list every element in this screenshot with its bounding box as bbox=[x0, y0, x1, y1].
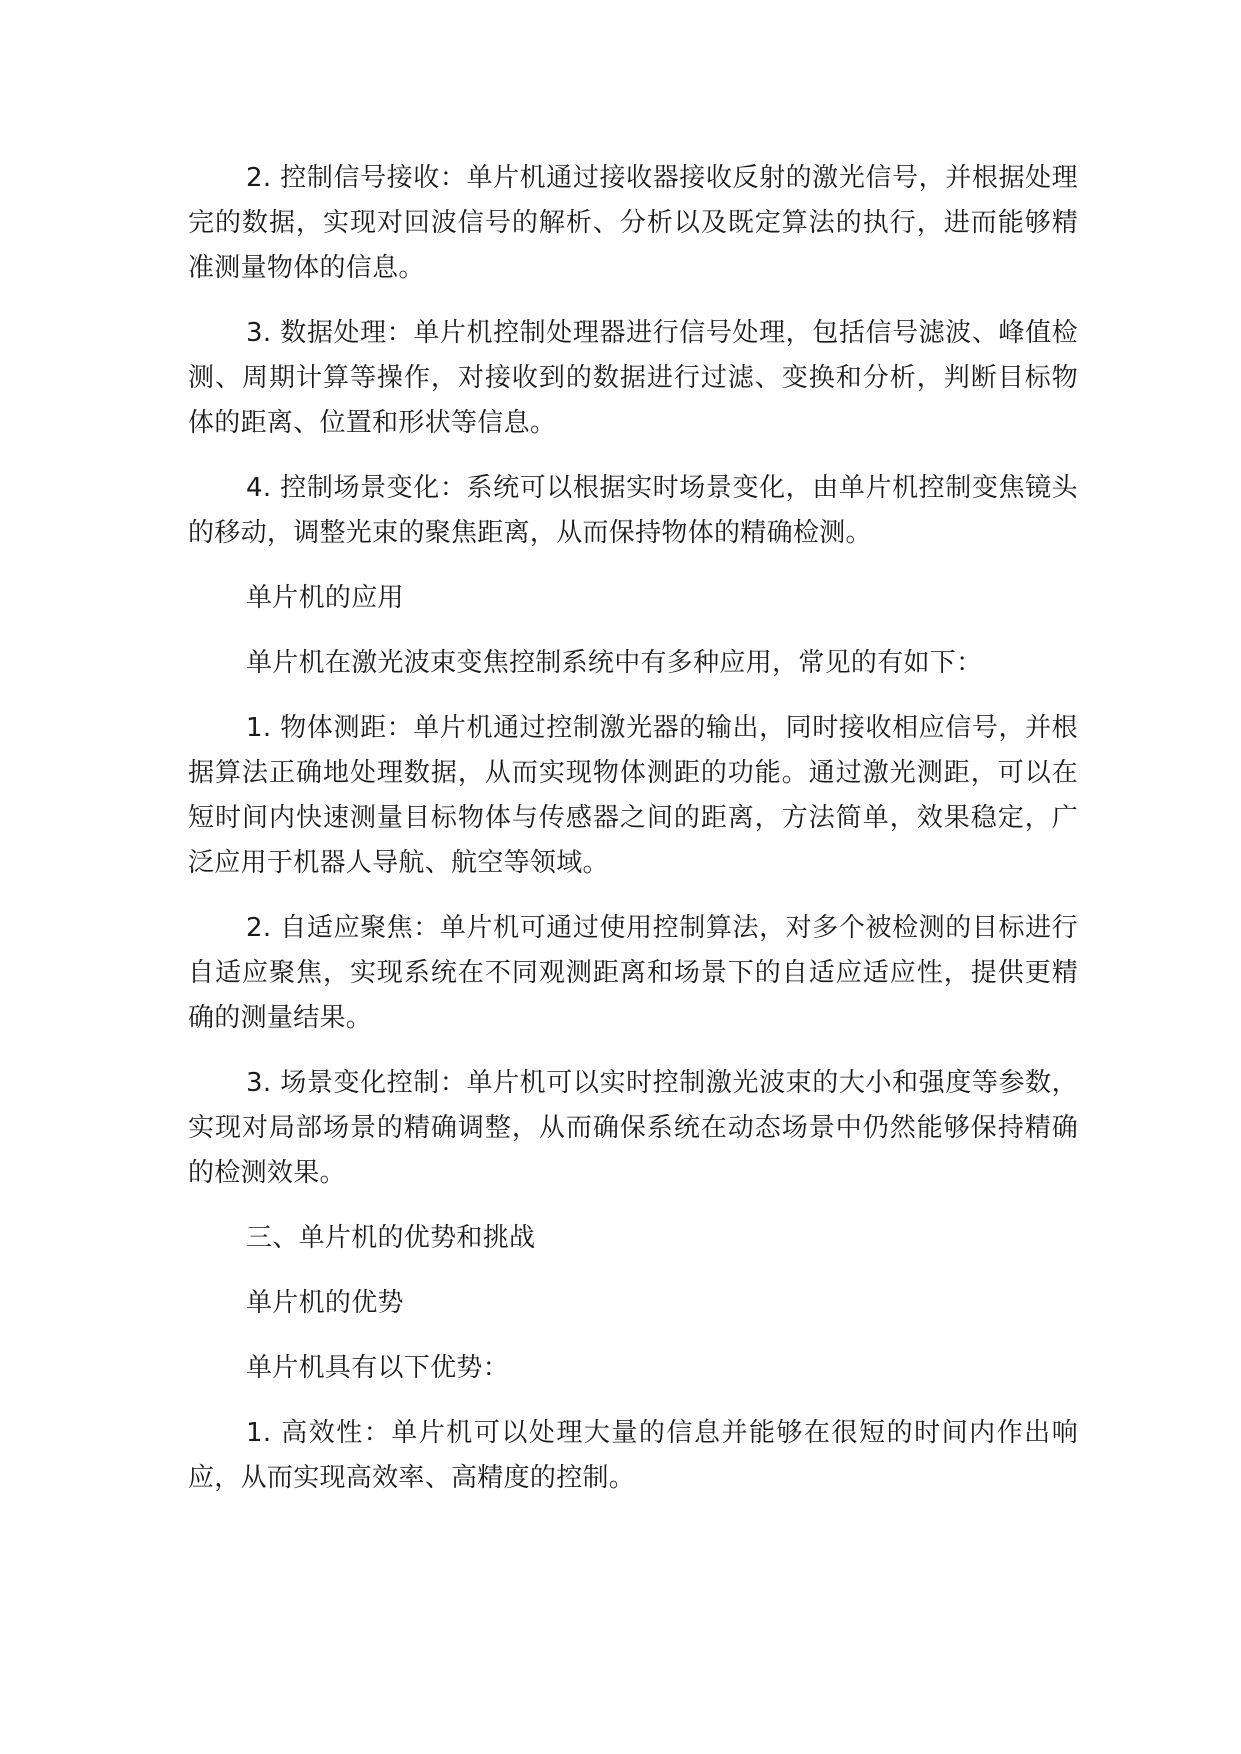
section-heading-advantages-challenges: 三、单片机的优势和挑战 bbox=[246, 1223, 536, 1253]
paragraph-object-ranging: 1. 物体测距：单片机通过控制激光器的输出，同时接收相应信号，并根据算法正确地处理数据，从而实现物体测距的功能。通过激光测距，可以在短时间内快速测量目标物体与传感器之间的距离，方法简单，效果稳定，广泛应用于机器人导航、航空等领域。 bbox=[188, 713, 1078, 878]
paragraph-data-processing: 3. 数据处理：单片机控制处理器进行信号处理，包括信号滤波、峰值检测、周期计算等操作，对接收到的数据进行过滤、变换和分析，判断目标物体的距离、位置和形状等信息。 bbox=[188, 318, 1078, 438]
paragraph-scene-change-control: 3. 场景变化控制：单片机可以实时控制激光波束的大小和强度等参数，实现对局部场景的精确调整，从而确保系统在动态场景中仍然能够保持精确的检测效果。 bbox=[188, 1068, 1078, 1188]
section-heading-advantages: 单片机的优势 bbox=[246, 1288, 404, 1318]
paragraph-scene-control: 4. 控制场景变化：系统可以根据实时场景变化，由单片机控制变焦镜头的移动，调整光束的聚焦距离，从而保持物体的精确检测。 bbox=[188, 473, 1078, 548]
paragraph-efficiency: 1. 高效性：单片机可以处理大量的信息并能够在很短的时间内作出响应，从而实现高效率、高精度的控制。 bbox=[188, 1418, 1078, 1493]
paragraph-advantages-intro: 单片机具有以下优势： bbox=[246, 1353, 510, 1383]
paragraph-signal-receive: 2. 控制信号接收：单片机通过接收器接收反射的激光信号，并根据处理完的数据，实现对回波信号的解析、分析以及既定算法的执行，进而能够精准测量物体的信息。 bbox=[188, 163, 1078, 283]
paragraph-applications-intro: 单片机在激光波束变焦控制系统中有多种应用，常见的有如下： bbox=[246, 648, 983, 678]
paragraph-adaptive-focus: 2. 自适应聚焦：单片机可通过使用控制算法，对多个被检测的目标进行自适应聚焦，实现系统在不同观测距离和场景下的自适应适应性，提供更精确的测量结果。 bbox=[188, 913, 1078, 1033]
document-body bbox=[188, 156, 1078, 1521]
section-heading-applications: 单片机的应用 bbox=[246, 583, 404, 613]
